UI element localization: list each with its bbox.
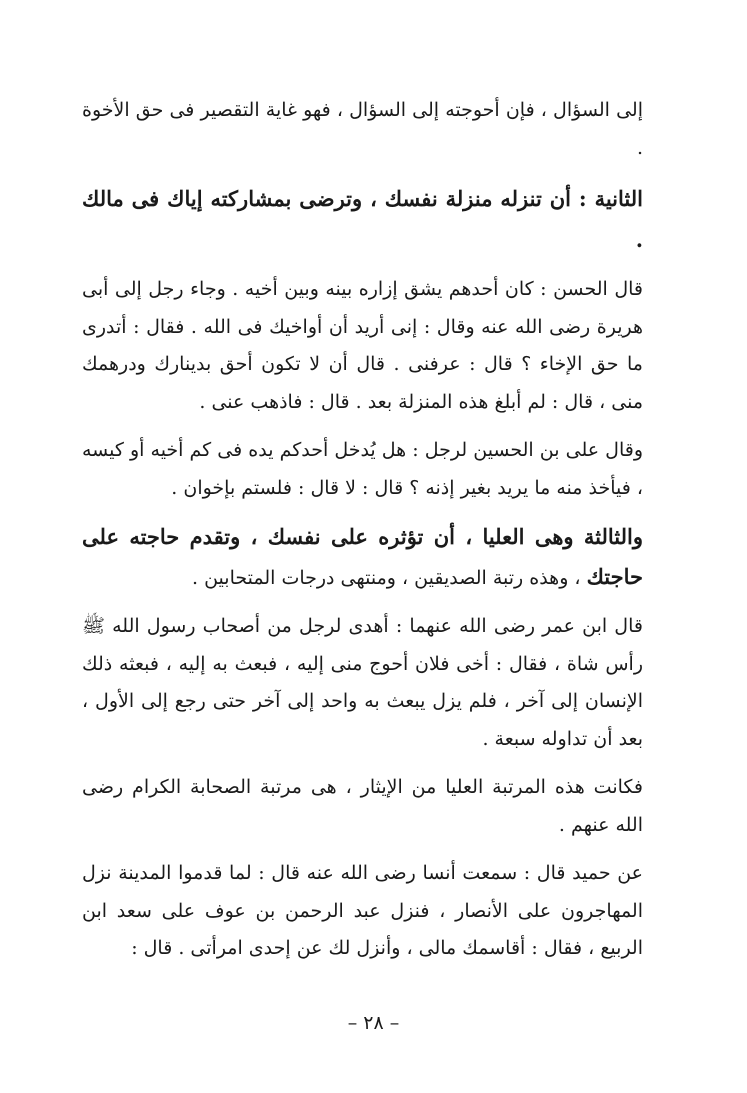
paragraph-humayd: عن حميد قال : سمعت أنسا رضى الله عنه قال : لما قدموا المدينة نزل المهاجرون على الأنصار ، فنزل عبد الرحمن بن عوف على سعد ابن الربيع ، فقال : أقاسمك مالى ، وأنزل لك عن إحدى امرأتى . قال : xyxy=(82,862,643,959)
third-level-rest: ، وهذه رتبة الصديقين ، ومنتهى درجات المتحابين . xyxy=(192,566,587,589)
section-heading-second: الثانية : أن تنزله منزلة نفسك ، وترضى بمشاركته إياك فى مالك . xyxy=(82,186,643,252)
page-number: – ٢٨ – xyxy=(347,1012,400,1034)
section-heading-third: والثالثة وهى العليا ، أن تؤثره على نفسك ، وتقدم حاجته على حاجتك xyxy=(82,524,643,589)
paragraph-highest-rank: فكانت هذه المرتبة العليا من الإيثار ، هى مرتبة الصحابة الكرام رضى الله عنهم . xyxy=(82,776,643,836)
paragraph-ali-bin-husayn: وقال على بن الحسين لرجل : هل يُدخل أحدكم يده فى كم أخيه أو كيسه ، فيأخذ منه ما يريد بغير إذنه ؟ قال : لا قال : فلستم بإخوان . xyxy=(82,439,643,499)
paragraph-hasan: قال الحسن : كان أحدهم يشق إزاره بينه وبين أخيه . وجاء رجل إلى أبى هريرة رضى الله عنه وقال : إنى أريد أن أواخيك فى الله . فقال : أتدرى ما حق الإخاء ؟ قال : عرفنى . قال أن لا تكون أحق بدينارك ودرهمك منى ، قال : لم أبلغ هذه المنزلة بعد . قال : فاذهب عنى . xyxy=(82,278,643,413)
paragraph-ibn-umar: قال ابن عمر رضى الله عنهما : أهدى لرجل من أصحاب رسول الله ﷺ رأس شاة ، فقال : أخى فلان أحوج منى إليه ، فبعث به إليه ، فبعثه ذلك الإنسان إلى آخر ، فلم يزل يبعث به واحد إلى آخر حتى رجع إلى الأول ، بعد أن تداوله سبعة . xyxy=(82,615,643,750)
paragraph-third-level xyxy=(82,518,643,597)
paragraph-continuation: إلى السؤال ، فإن أحوجته إلى السؤال ، فهو غاية التقصير فى حق الأخوة . xyxy=(82,99,643,159)
